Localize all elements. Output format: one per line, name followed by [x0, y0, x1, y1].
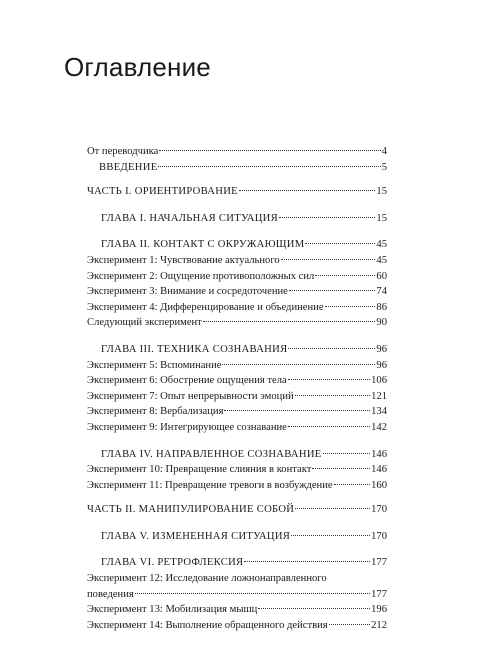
toc-entry: [87, 478, 387, 494]
toc-entry-label: Эксперимент 1: Чувствование актуального: [87, 254, 280, 266]
toc-entry-label: Эксперимент 11: Превращение тревоги в возбуждение: [87, 479, 333, 491]
toc-entry-label: Эксперимент 6: Обострение ощущения тела: [87, 375, 287, 387]
toc-entry-label: Эксперимент 10: Превращение слияния в контакт: [87, 464, 312, 476]
dot-leader: [258, 608, 370, 609]
toc-entry-label: Эксперимент 3: Внимание и сосредоточение: [87, 286, 288, 298]
toc-entry-page: 45: [376, 239, 387, 251]
toc-entry-label: ГЛАВА III. ТЕХНИКА СОЗНАВАНИЯ: [101, 343, 288, 355]
toc-entry-page: 170: [371, 504, 387, 516]
dot-leader: [203, 321, 376, 322]
toc-entry-label: Эксперимент 7: Опыт непрерывности эмоций: [87, 390, 294, 402]
dot-leader: [239, 190, 375, 191]
toc-entry-label: Следующий эксперимент: [87, 317, 202, 329]
dot-leader: [295, 508, 370, 509]
toc-entry-page: 96: [376, 343, 387, 355]
toc-entry-label: Эксперимент 12: Исследование ложнонаправленного: [87, 573, 327, 585]
toc-entry-label: ГЛАВА IV. НАПРАВЛЕННОЕ СОЗНАВАНИЕ: [101, 448, 322, 460]
toc-entry-label: Эксперимент 8: Вербализация: [87, 406, 224, 418]
toc-entry-label: ВВЕДЕНИЕ: [99, 161, 158, 173]
dot-leader: [334, 484, 371, 485]
toc-entry: [87, 420, 387, 436]
toc-entry: [87, 502, 387, 518]
toc-entry-page: 74: [376, 286, 387, 298]
page-title: Оглавление: [64, 52, 211, 82]
toc-entry: [87, 571, 387, 602]
dot-leader: [315, 275, 375, 276]
toc-entry-label: Эксперимент 9: Интегрирующее сознавание: [87, 421, 287, 433]
dot-leader: [244, 561, 370, 562]
toc-entry: [87, 253, 387, 269]
toc-entry-page: 170: [371, 530, 387, 542]
toc-entry-label: ЧАСТЬ II. МАНИПУЛИРОВАНИЕ СОБОЙ: [87, 504, 295, 516]
dot-leader: [135, 593, 370, 594]
dot-leader: [279, 217, 375, 218]
toc-entry-page: 90: [376, 317, 387, 329]
toc-entry: [87, 602, 387, 618]
toc-entry: [87, 300, 387, 316]
toc-entry: [87, 269, 387, 285]
toc-entry: [87, 389, 387, 405]
toc-entry-page: 146: [371, 464, 387, 476]
dot-leader: [288, 348, 375, 349]
toc-entry-page: 5: [381, 161, 387, 173]
toc-entry-label: Эксперимент 13: Мобилизация мышц: [87, 604, 258, 616]
toc-entry-page: 212: [371, 619, 387, 631]
dot-leader: [305, 243, 375, 244]
dot-leader: [295, 395, 370, 396]
toc-entry-label: ГЛАВА VI. РЕТРОФЛЕКСИЯ: [101, 557, 244, 569]
toc-entry: [87, 160, 387, 176]
toc-entry: [87, 284, 387, 300]
dot-leader: [289, 290, 376, 291]
toc-entry: [87, 315, 387, 331]
dot-leader: [288, 426, 370, 427]
toc-entry: [87, 144, 387, 160]
toc-entry-label: Эксперимент 4: Дифференцирование и объединение: [87, 301, 324, 313]
dot-leader: [281, 259, 376, 260]
toc-entry: [87, 404, 387, 420]
toc-entry: [87, 618, 387, 634]
toc-entry: [87, 211, 387, 227]
toc-entry-page: 121: [371, 390, 387, 402]
toc-entry-page: 86: [376, 301, 387, 313]
toc-entry-page: 15: [376, 186, 387, 198]
toc-entry-page: 177: [371, 557, 387, 569]
toc-entry-label: От переводчика: [87, 146, 159, 157]
toc-entry-label: ГЛАВА I. НАЧАЛЬНАЯ СИТУАЦИЯ: [101, 212, 278, 224]
toc-entry-page: 134: [371, 406, 387, 418]
toc-entry-page: 15: [376, 212, 387, 224]
toc-entry-page: 96: [376, 359, 387, 371]
toc-entry: [87, 237, 387, 253]
toc-entry-label: ГЛАВА II. КОНТАКТ С ОКРУЖАЮЩИМ: [101, 239, 305, 251]
toc-entry-label: ГЛАВА V. ИЗМЕНЕННАЯ СИТУАЦИЯ: [101, 530, 291, 542]
dot-leader: [159, 150, 380, 151]
toc-entry-page: 196: [371, 604, 387, 616]
table-of-contents: [87, 144, 387, 633]
toc-entry-page: 45: [376, 254, 387, 266]
toc-entry-page: 142: [371, 421, 387, 433]
dot-leader: [291, 535, 370, 536]
toc-entry: [87, 342, 387, 358]
toc-entry-label-continued: поведения: [87, 588, 134, 600]
toc-entry-page: 177: [371, 588, 387, 600]
dot-leader: [288, 379, 370, 380]
toc-entry-page: 160: [371, 479, 387, 491]
toc-entry-page: 106: [371, 375, 387, 387]
toc-entry-page: 146: [371, 448, 387, 460]
toc-entry: [87, 529, 387, 545]
toc-entry: [87, 184, 387, 200]
toc-entry: [87, 373, 387, 389]
dot-leader: [329, 624, 370, 625]
toc-entry-page: 4: [381, 146, 387, 157]
dot-leader: [323, 453, 371, 454]
toc-entry-label: Эксперимент 2: Ощущение противоположных сил: [87, 270, 315, 282]
dot-leader: [325, 306, 376, 307]
toc-entry-label: Эксперимент 14: Выполнение обращенного действия: [87, 619, 328, 631]
toc-entry: [87, 462, 387, 478]
dot-leader: [312, 468, 370, 469]
toc-entry: [87, 447, 387, 463]
toc-entry: [87, 555, 387, 571]
dot-leader: [224, 410, 370, 411]
toc-entry-page: 60: [376, 270, 387, 282]
toc-entry-label: Эксперимент 5: Вспоминание: [87, 359, 222, 371]
toc-entry-label: ЧАСТЬ I. ОРИЕНТИРОВАНИЕ: [87, 186, 238, 198]
dot-leader: [222, 364, 375, 365]
toc-entry: [87, 358, 387, 374]
dot-leader: [158, 166, 380, 167]
